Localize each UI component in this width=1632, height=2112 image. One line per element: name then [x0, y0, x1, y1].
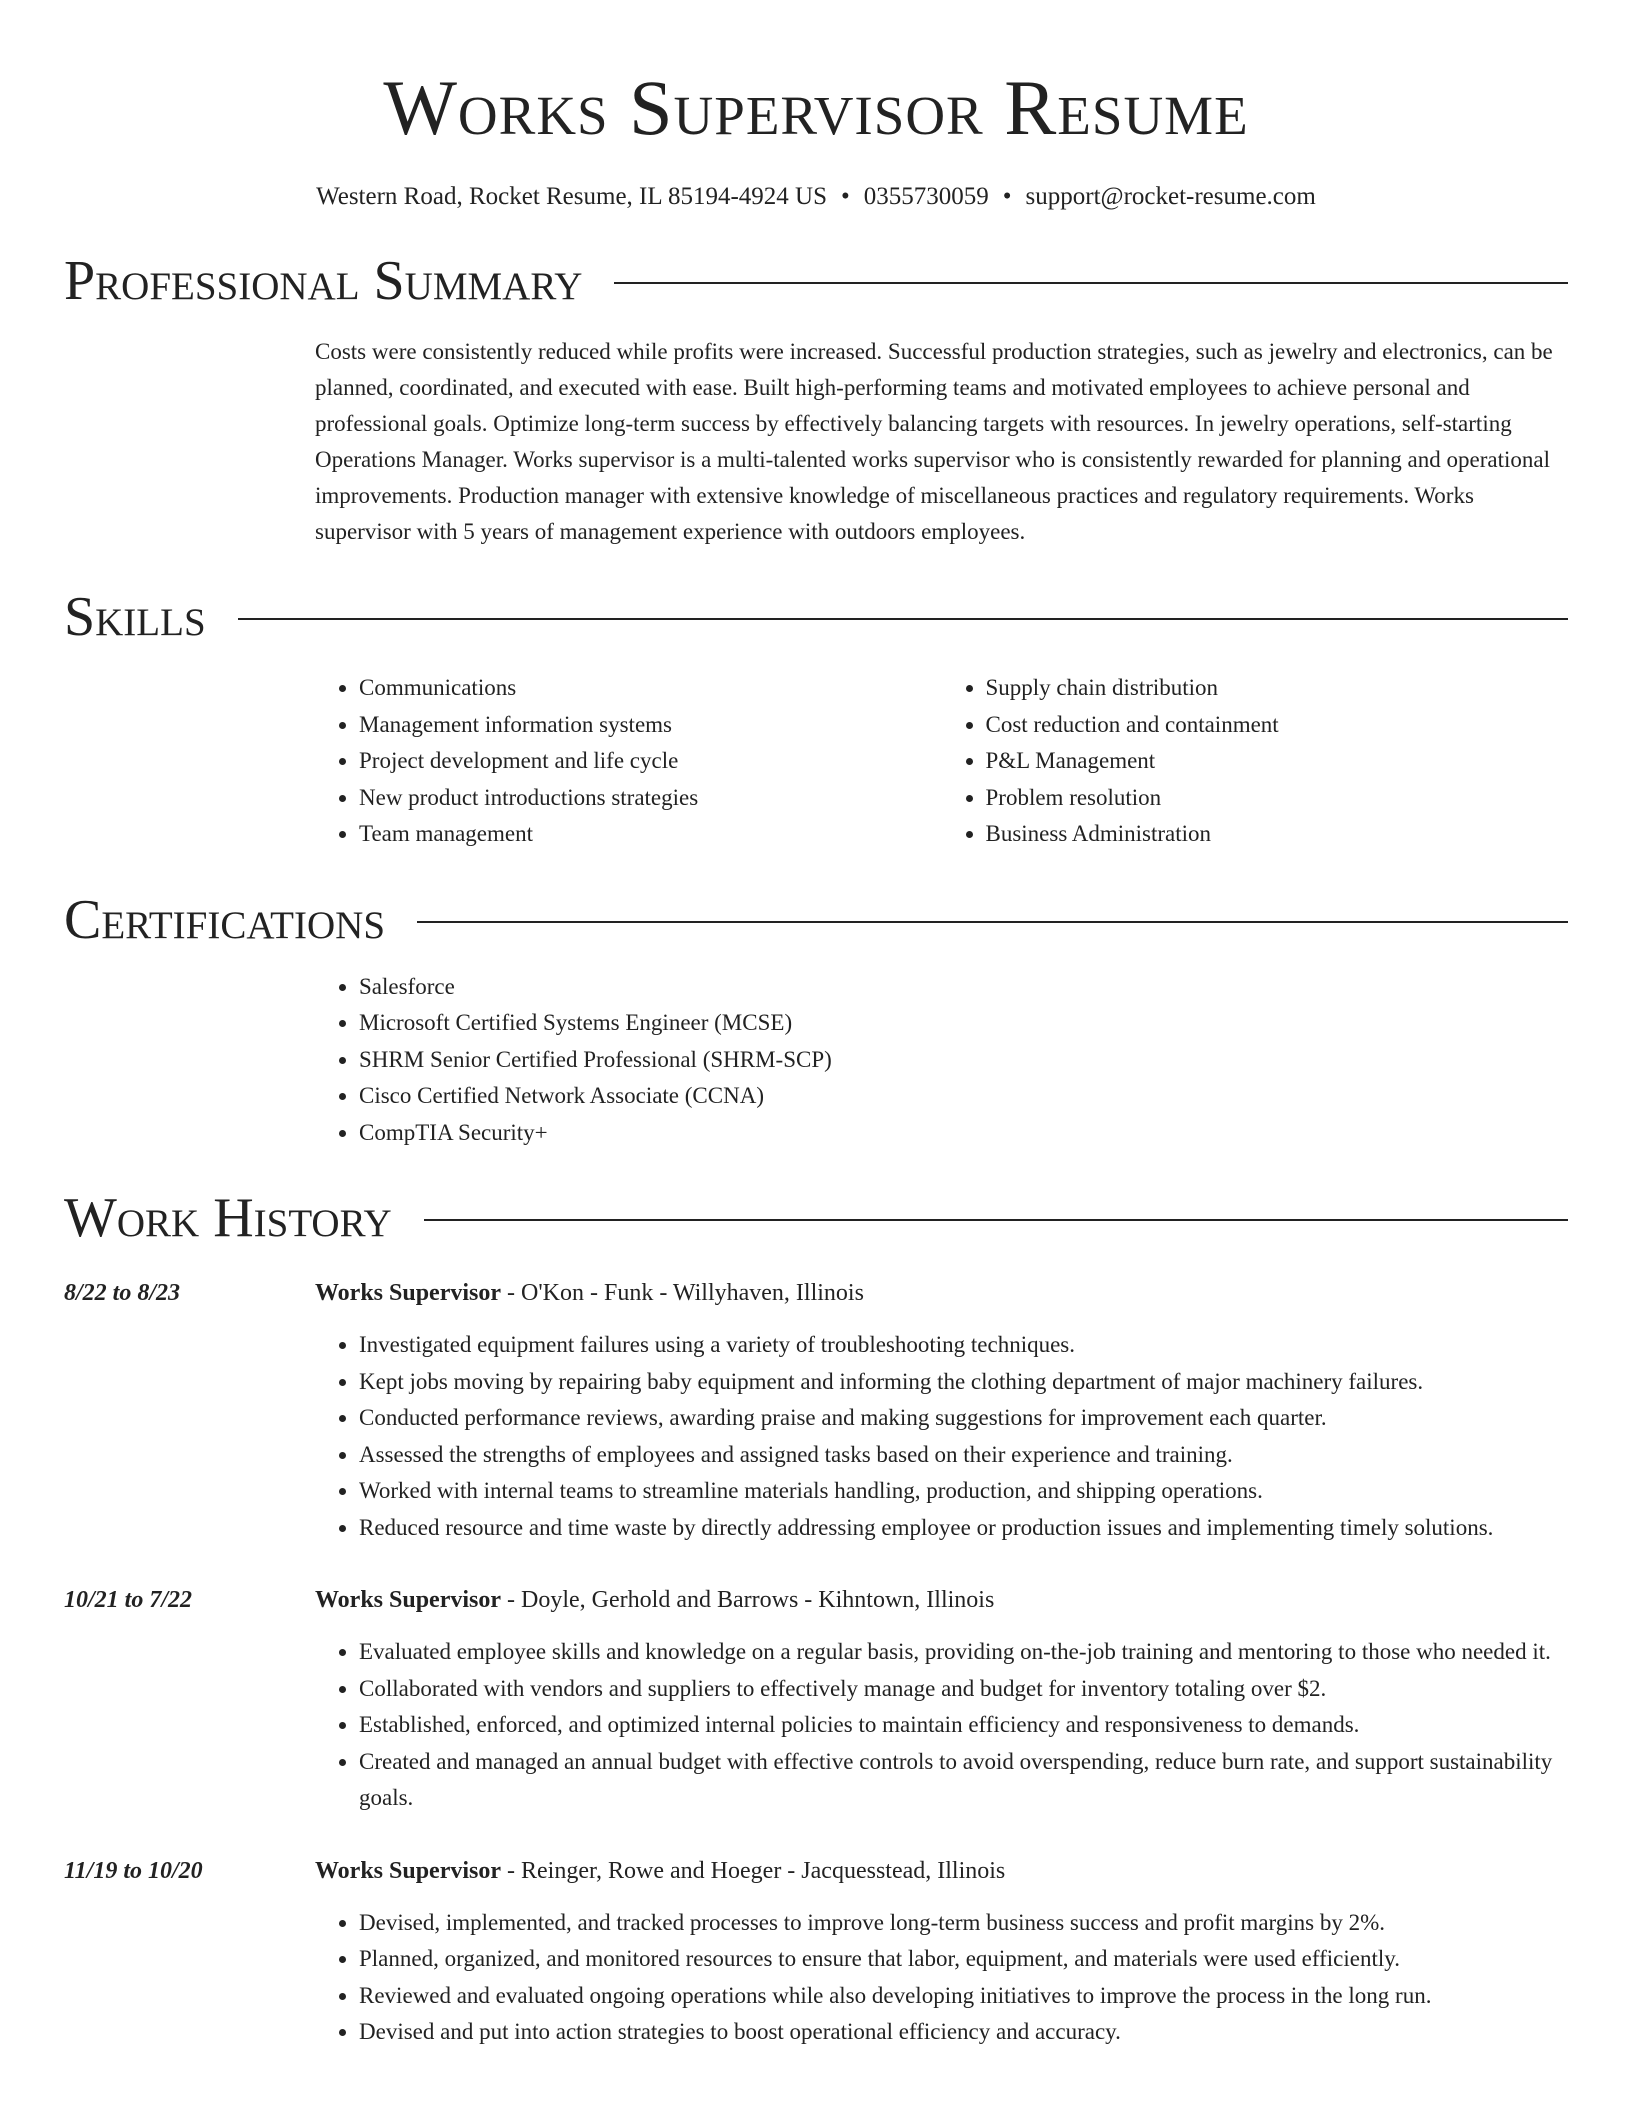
certification-item: • Microsoft Certified Systems Engineer (MCSE): [359, 1005, 1568, 1042]
section-divider: [417, 921, 1568, 923]
job-header: [64, 1853, 1568, 1889]
job-header: [64, 1582, 1568, 1618]
job-dates: 8/22 to 8/23: [64, 1280, 181, 1306]
job-bullets: [315, 1905, 1568, 2051]
contact-phone: 0355730059: [863, 183, 989, 210]
job-bullet: • Reduced resource and time waste by directly addressing employee or production issues and implementing timely solutions.: [359, 1510, 1568, 1547]
skill-item: • Team management: [359, 816, 942, 853]
job-bullet: • Devised, implemented, and tracked processes to improve long-term business success and profit margins by 2%.: [359, 1905, 1568, 1942]
contact-address: Western Road, Rocket Resume, IL 85194-4924 US: [316, 183, 828, 210]
job-title-line: [315, 1582, 994, 1618]
job-title-line: [315, 1275, 864, 1311]
job-bullet: • Devised and put into action strategies to boost operational efficiency and accuracy.: [359, 2014, 1568, 2051]
contact-separator: •: [841, 183, 850, 210]
job-header: [64, 1275, 1568, 1311]
certification-item: • CompTIA Security+: [359, 1115, 1568, 1152]
skill-item: • Business Administration: [986, 816, 1569, 853]
work-history-section-header: [64, 1183, 1568, 1253]
resume-title: Works Supervisor Resume: [383, 64, 1249, 151]
job-bullets: [315, 1634, 1568, 1817]
job-bullet: • Kept jobs moving by repairing baby equipment and informing the clothing department of major machinery failures.: [359, 1364, 1568, 1401]
skill-item: • Management information systems: [359, 707, 942, 744]
job-entry: [64, 1275, 1568, 1546]
certification-item: • Cisco Certified Network Associate (CCNA): [359, 1078, 1568, 1115]
certification-item: • Salesforce: [359, 969, 1568, 1006]
job-bullet: • Assessed the strengths of employees and assigned tasks based on their experience and training.: [359, 1437, 1568, 1474]
section-divider: [614, 282, 1568, 284]
skills-column-left: [315, 670, 942, 853]
job-bullet: • Evaluated employee skills and knowledge on a regular basis, providing on-the-job training and mentoring to those who needed it.: [359, 1634, 1568, 1671]
job-title: Works Supervisor: [315, 1857, 502, 1884]
section-divider: [424, 1219, 1568, 1221]
job-bullet: • Collaborated with vendors and suppliers to effectively manage and budget for inventory totaling over $2.: [359, 1671, 1568, 1708]
skill-item: • New product introductions strategies: [359, 780, 942, 817]
summary-text: Costs were consistently reduced while profits were increased. Successful production strategies, such as jewelry and electronics, can be planned, coordinated, and executed with ease. Built high-performing teams and motivated employees to achieve personal and professional goals. Optimize long-term success by effectively balancing targets with resources. In jewelry operations, self-starting Operations Manager. Works supervisor is a multi-talented works supervisor who is consistently rewarded for planning and operational improvements. Production manager with extensive knowledge of miscellaneous practices and regulatory requirements. Works supervisor with 5 years of management experience with outdoors employees.: [315, 339, 1553, 544]
certifications-section-header: [64, 885, 1568, 955]
skill-item: • P&L Management: [986, 743, 1569, 780]
certifications-heading: Certifications: [64, 888, 386, 951]
job-bullet: • Conducted performance reviews, awarding praise and making suggestions for improvement each quarter.: [359, 1400, 1568, 1437]
resume-page: [64, 0, 1568, 2051]
job-bullet: • Worked with internal teams to streamline materials handling, production, and shipping operations.: [359, 1473, 1568, 1510]
skill-item: • Cost reduction and containment: [986, 707, 1569, 744]
skill-item: • Communications: [359, 670, 942, 707]
job-bullet: • Created and managed an annual budget with effective controls to avoid overspending, reduce burn rate, and support sustainability goals.: [359, 1744, 1568, 1817]
job-employer: - Doyle, Gerhold and Barrows - Kihntown, Illinois: [501, 1587, 995, 1613]
summary-heading: Professional Summary: [64, 250, 583, 312]
skill-item: • Supply chain distribution: [986, 670, 1569, 707]
job-dates: 11/19 to 10/20: [64, 1857, 203, 1884]
skills-list: [315, 670, 1568, 853]
certification-item: • SHRM Senior Certified Professional (SHRM-SCP): [359, 1042, 1568, 1079]
job-bullet: • Reviewed and evaluated ongoing operations while also developing initiatives to improve the process in the long run.: [359, 1978, 1568, 2015]
work-history-heading: Work History: [64, 1187, 392, 1249]
section-divider: [238, 618, 1568, 620]
skills-column-right: [942, 670, 1569, 853]
job-bullet: • Established, enforced, and optimized internal policies to maintain efficiency and responsiveness to demands.: [359, 1707, 1568, 1744]
job-bullet: • Planned, organized, and monitored resources to ensure that labor, equipment, and materials were used efficiently.: [359, 1941, 1568, 1978]
job-bullet: • Investigated equipment failures using a variety of troubleshooting techniques.: [359, 1327, 1568, 1364]
summary-section-header: [64, 246, 1568, 316]
certifications-bullets: [315, 969, 1568, 1152]
job-dates: 10/21 to 7/22: [64, 1587, 193, 1613]
skills-heading: Skills: [64, 586, 206, 648]
job-title: Works Supervisor: [315, 1280, 502, 1306]
job-title: Works Supervisor: [315, 1587, 502, 1613]
job-bullets: [315, 1327, 1568, 1546]
job-employer: - Reinger, Rowe and Hoeger - Jacquesstead, Illinois: [501, 1857, 1006, 1884]
skill-item: • Problem resolution: [986, 780, 1569, 817]
job-employer: - O'Kon - Funk - Willyhaven, Illinois: [501, 1280, 864, 1306]
contact-email: support@rocket-resume.com: [1025, 183, 1316, 210]
contact-line: [64, 180, 1568, 214]
skill-item: • Project development and life cycle: [359, 743, 942, 780]
contact-separator: •: [1002, 183, 1012, 210]
job-entry: [64, 1582, 1568, 1817]
job-entry: [64, 1853, 1568, 2051]
certifications-list: [315, 969, 1568, 1152]
skills-section-header: [64, 582, 1568, 652]
job-title-line: [315, 1853, 1005, 1889]
